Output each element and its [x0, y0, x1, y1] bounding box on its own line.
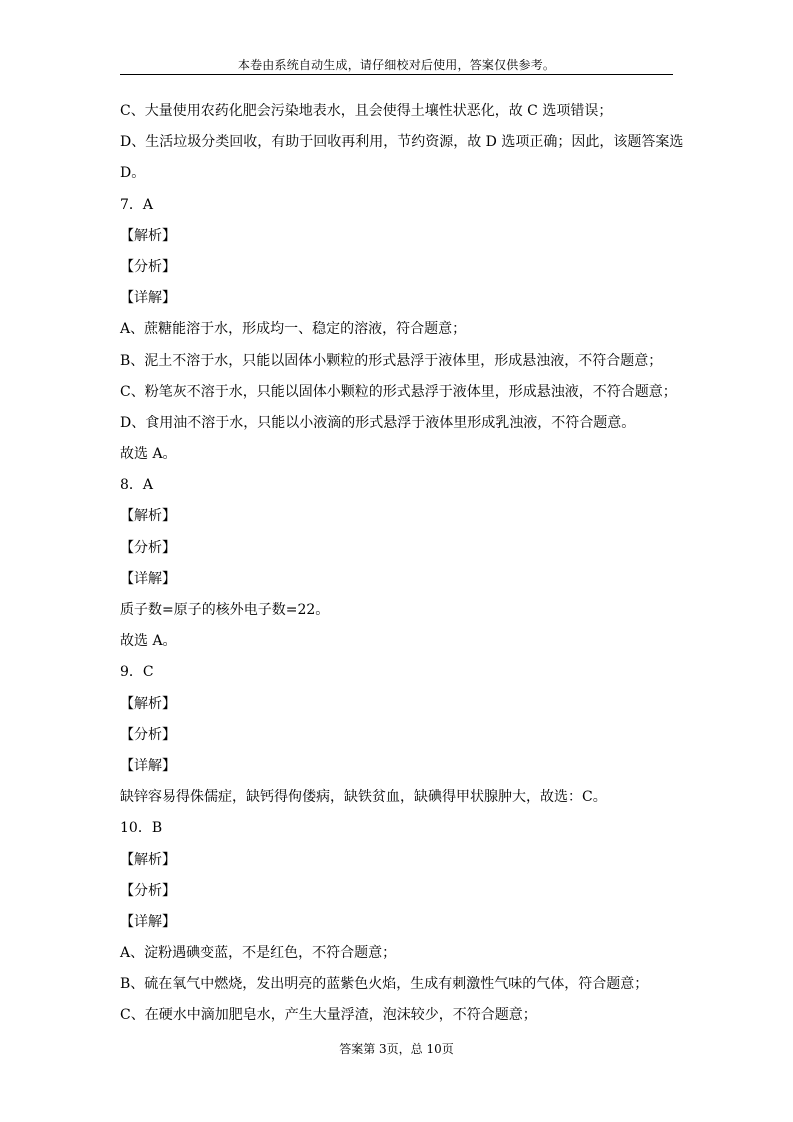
page-footer: 答案第 3页，总 10页 [339, 1042, 454, 1056]
section-heading: 【详解】 [120, 570, 176, 587]
question-number: 7．A [120, 196, 154, 213]
text-line: D、食用油不溶于水，只能以小液滴的形式悬浮于液体里形成乳浊液，不符合题意。 [120, 414, 636, 431]
text-line: D、生活垃圾分类回收，有助于回收再利用，节约资源，故 D 选项正确；因此，该题答案选 [120, 134, 684, 151]
text-line: B、泥土不溶于水，只能以固体小颗粒的形式悬浮于液体里，形成悬浊液，不符合题意； [120, 352, 663, 369]
text-line: 故选 A。 [120, 633, 177, 650]
text-line: C、在硬水中滴加肥皂水，产生大量浮渣，泡沫较少，不符合题意； [120, 1007, 537, 1024]
section-heading: 【详解】 [120, 290, 176, 307]
text-line: D。 [120, 165, 146, 182]
text-line: A、蔗糖能溶于水，形成均一、稳定的溶液，符合题意； [120, 321, 467, 338]
section-heading: 【详解】 [120, 757, 176, 774]
text-line: A、淀粉遇碘变蓝，不是红色，不符合题意； [120, 945, 397, 962]
text-line: 故选 A。 [120, 446, 177, 463]
text-line: B、硫在氧气中燃烧，发出明亮的蓝紫色火焰，生成有刺激性气味的气体，符合题意； [120, 976, 649, 993]
answer-content [120, 96, 684, 1032]
section-heading: 【分析】 [120, 258, 176, 275]
section-heading: 【解析】 [120, 851, 176, 868]
section-heading: 【分析】 [120, 726, 176, 743]
text-line: 质子数=原子的核外电子数=22。 [120, 602, 330, 618]
question-number: 10．B [120, 820, 163, 837]
text-line: C、大量使用农药化肥会污染地表水，且会使得土壤性状恶化，故 C 选项错误； [120, 103, 613, 119]
section-heading: 【详解】 [120, 913, 176, 930]
text-line: C、粉笔灰不溶于水，只能以固体小颗粒的形式悬浮于液体里，形成悬浊液，不符合题意； [120, 383, 677, 400]
section-heading: 【解析】 [120, 227, 176, 244]
section-heading: 【解析】 [120, 508, 176, 525]
question-number: 9．C [120, 664, 154, 681]
section-heading: 【分析】 [120, 539, 176, 556]
text-line: 缺锌容易得侏儒症，缺钙得佝偻病，缺铁贫血，缺碘得甲状腺肿大，故选：C。 [120, 789, 607, 806]
section-heading: 【分析】 [120, 882, 176, 899]
section-heading: 【解析】 [120, 695, 176, 712]
page-header: 本卷由系统自动生成，请仔细校对后使用，答案仅供参考。 [120, 56, 673, 75]
question-number: 8．A [120, 477, 154, 494]
